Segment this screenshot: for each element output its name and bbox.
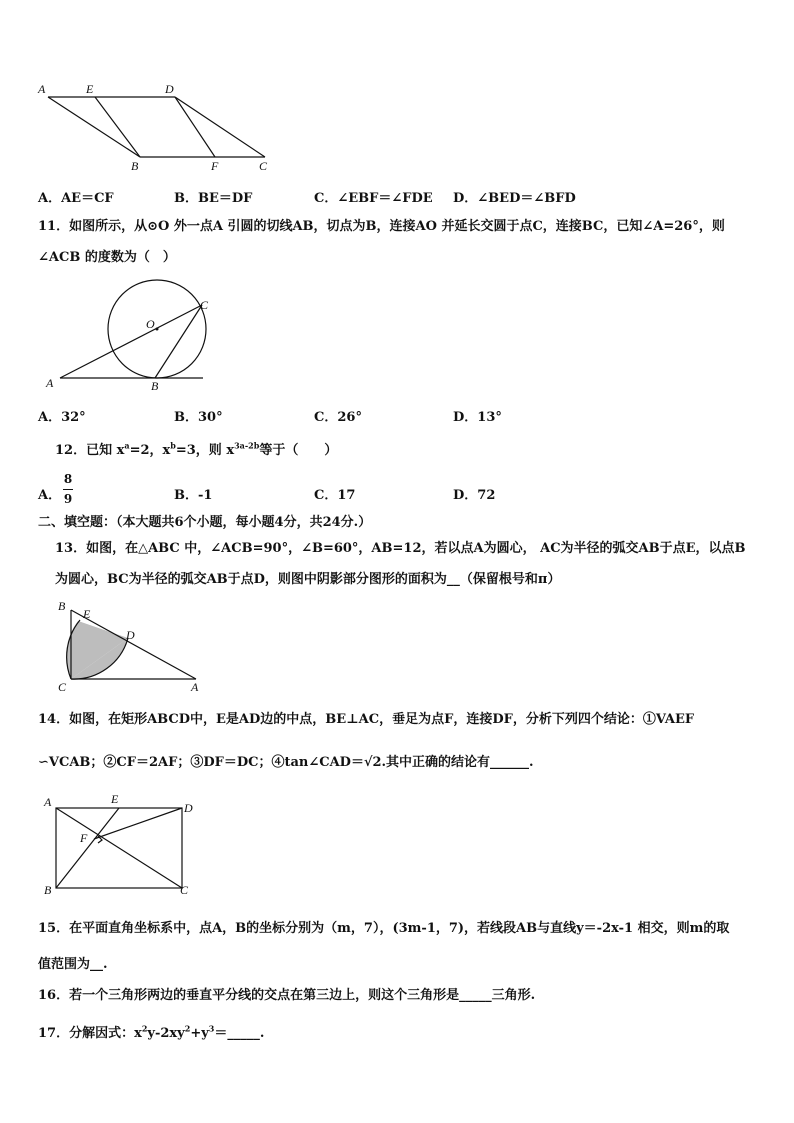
q17-exp1: 2 bbox=[141, 1023, 148, 1034]
q11-label-o: O bbox=[146, 317, 155, 331]
q10-figure bbox=[30, 80, 290, 175]
q14-label-f: F bbox=[80, 831, 88, 845]
q10-label-c: C bbox=[259, 159, 268, 173]
q12-fraction-denominator: 9 bbox=[63, 492, 73, 506]
q11-figure bbox=[40, 275, 220, 395]
q11-stem-line1: 11．如图所示，从⊙O 外一点A 引圆的切线AB，切点为B，连接AO 并延长交圆于点C，连接BC，已知∠A=26°，则 bbox=[38, 219, 725, 234]
q11-label-c: C bbox=[200, 298, 209, 312]
q10-option-a: A．AE＝CF bbox=[38, 191, 114, 206]
q17-mid1: y-2xy bbox=[147, 1026, 185, 1041]
q12-option-d: D．72 bbox=[453, 488, 496, 503]
q12-mid1: =2，x bbox=[129, 443, 171, 458]
q13-stem-line1: 13．如图，在△ABC 中，∠ACB=90°，∠B=60°，AB=12，若以点A为圆心， AC为半径的弧交AB于点E，以点B bbox=[55, 541, 746, 556]
q14-label-b: B bbox=[44, 883, 52, 897]
q14-stem-line2: ∽VCAB；②CF＝2AF；③DF＝DC；④tan∠CAD＝√2.其中正确的结论有______. bbox=[38, 755, 534, 770]
q12-suffix: 等于（ ） bbox=[259, 443, 338, 458]
q17-mid2: +y bbox=[190, 1026, 209, 1041]
q14-label-d: D bbox=[184, 801, 193, 815]
q14-label-e: E bbox=[111, 792, 119, 806]
q17-exp2: 2 bbox=[184, 1023, 191, 1034]
q10-label-d: D bbox=[165, 82, 174, 96]
q15-stem-line1: 15．在平面直角坐标系中，点A，B的坐标分别为（m，7），(3m-1，7)，若线段AB与直线y＝-2x-1 相交，则m的取 bbox=[38, 921, 730, 936]
q14-label-c: C bbox=[180, 883, 189, 897]
section2-title: 二、填空题：（本大题共6个小题，每小题4分，共24分.） bbox=[38, 515, 372, 530]
q10-label-e: E bbox=[86, 82, 94, 96]
q14-stem-line1: 14．如图，在矩形ABCD中，E是AD边的中点，BE⊥AC，垂足为点F，连接DF，分析下列四个结论：①VAEF bbox=[38, 712, 695, 727]
q13-label-e: E bbox=[83, 607, 91, 621]
q12-fraction-bar bbox=[63, 489, 73, 490]
q12-b-exponent: b bbox=[170, 440, 176, 451]
q14-label-a: A bbox=[44, 795, 52, 809]
q11-stem-line2: ∠ACB 的度数为（ ） bbox=[38, 250, 176, 265]
q13-label-d: D bbox=[126, 628, 135, 642]
q12-mid2: =3，则 x bbox=[175, 443, 235, 458]
q14-figure bbox=[38, 790, 198, 900]
q17-stem bbox=[38, 1023, 265, 1042]
q11-option-c: C．26° bbox=[314, 410, 362, 425]
q17-prefix: 17．分解因式：x bbox=[38, 1026, 142, 1041]
q12-prefix: 12．已知 x bbox=[55, 443, 125, 458]
q11-option-b: B．30° bbox=[174, 410, 223, 425]
q12-option-b: B．-1 bbox=[174, 488, 213, 503]
q11-option-a: A．32° bbox=[38, 410, 86, 425]
q12-a-exponent: a bbox=[124, 440, 130, 451]
q10-option-d: D．∠BED＝∠BFD bbox=[453, 191, 576, 206]
q16-stem: 16．若一个三角形两边的垂直平分线的交点在第三边上，则这个三角形是_____三角形. bbox=[38, 988, 536, 1003]
q11-option-d: D．13° bbox=[453, 410, 502, 425]
q11-label-a: A bbox=[46, 376, 54, 390]
q12-expr-exponent: 3a-2b bbox=[234, 440, 260, 451]
q13-stem-line2: 为圆心，BC为半径的弧交AB于点D，则图中阴影部分图形的面积为__（保留根号和π） bbox=[55, 572, 561, 587]
q10-label-f: F bbox=[211, 159, 219, 173]
q12-fraction-numerator: 8 bbox=[63, 472, 73, 486]
q11-label-b: B bbox=[151, 379, 159, 393]
q10-label-a: A bbox=[38, 82, 46, 96]
q12-option-a-label: A． bbox=[38, 488, 62, 503]
q13-figure bbox=[50, 598, 210, 698]
q12-stem bbox=[55, 440, 338, 459]
q13-label-c: C bbox=[58, 680, 67, 694]
q10-label-b: B bbox=[131, 159, 139, 173]
q17-exp3: 3 bbox=[208, 1023, 215, 1034]
q10-option-b: B．BE＝DF bbox=[174, 191, 253, 206]
q13-label-a: A bbox=[191, 680, 199, 694]
q13-label-b: B bbox=[58, 599, 66, 613]
q17-suffix: ＝_____. bbox=[214, 1026, 265, 1041]
q12-option-c: C．17 bbox=[314, 488, 356, 503]
q15-stem-line2: 值范围为__. bbox=[38, 957, 108, 972]
q10-option-c: C．∠EBF＝∠FDE bbox=[314, 191, 433, 206]
